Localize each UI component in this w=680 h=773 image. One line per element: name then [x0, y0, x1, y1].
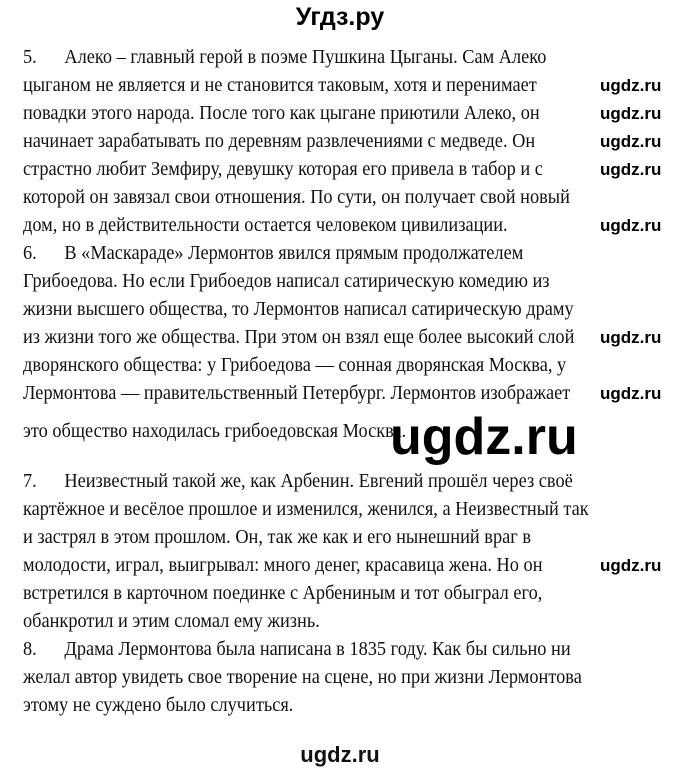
watermark: ugdz.ru — [600, 556, 662, 575]
line-text: Грибоедова. Но если Грибоедов написал сатирическую комедию из — [23, 271, 550, 292]
paragraph-line — [23, 666, 582, 690]
line-text: дворянского общества: у Грибоедова — сонная дворянская Москва, у — [23, 355, 567, 376]
paragraph-line — [23, 130, 535, 154]
line-text: и застрял в этом прошлом. Он, так же как и его нынешний враг в — [23, 527, 532, 548]
line-text: это общество находилась грибоедовская Москва. — [23, 421, 407, 442]
line-text: картёжное и весёлое прошлое и изменился, женился, а Неизвестный так — [23, 499, 589, 520]
line-text: цыганом не является и не становится таковым, хотя и перенимает — [23, 75, 537, 96]
line-text: обанкротил и этим сломал ему жизнь. — [23, 611, 320, 632]
watermark: ugdz.ru — [600, 384, 662, 403]
watermark-large: ugdz.ru — [390, 408, 578, 466]
paragraph-line — [23, 498, 589, 522]
paragraph-line — [23, 158, 543, 182]
watermark: ugdz.ru — [600, 216, 662, 235]
paragraph-line — [23, 526, 531, 550]
paragraph-line — [23, 186, 570, 210]
line-text: В «Маскараде» Лермонтов явился прямым продолжателем — [64, 243, 524, 264]
paragraph-line — [23, 382, 570, 406]
paragraph-number: 5. — [23, 47, 37, 68]
line-text: Алеко – главный герой в поэме Пушкина Цыганы. Сам Алеко — [64, 47, 547, 68]
paragraph-line — [23, 554, 543, 578]
paragraph-first-line — [23, 470, 573, 494]
paragraph-line — [23, 326, 574, 350]
site-title: Угдз.ру — [295, 3, 385, 31]
line-text: этому не суждено было случиться. — [23, 695, 294, 716]
line-text: Неизвестный такой же, как Арбенин. Евгений прошёл через своё — [64, 471, 573, 492]
line-text: молодости, играл, выигрывал: много денег, красавица жена. Но он — [23, 555, 543, 576]
paragraph-first-line — [23, 46, 546, 70]
watermark: ugdz.ru — [600, 104, 662, 123]
watermark: ugdz.ru — [600, 160, 662, 179]
line-text: дом, но в действительности остается человеком цивилизации. — [23, 215, 508, 236]
paragraph-line — [23, 102, 540, 126]
paragraph-line — [23, 354, 566, 378]
paragraph-first-line — [23, 638, 571, 662]
line-text: которой он завязал свои отношения. По сути, он получает свой новый — [23, 187, 570, 208]
paragraph-line — [23, 298, 574, 322]
line-text: встретился в карточном поединке с Арбениным и тот обыграл его, — [23, 583, 543, 604]
paragraph-first-line — [23, 242, 523, 266]
watermark: ugdz.ru — [600, 76, 662, 95]
paragraph-line — [23, 74, 537, 98]
watermark: ugdz.ru — [600, 132, 662, 151]
line-text: начинает зарабатывать по деревням развлечениями с медведе. Он — [23, 131, 536, 152]
paragraph-number: 7. — [23, 471, 37, 492]
line-text: повадки этого народа. После того как цыгане приютили Алеко, он — [23, 103, 540, 124]
footer-watermark: ugdz.ru — [300, 742, 380, 767]
paragraph-number: 6. — [23, 243, 37, 264]
paragraph-line — [23, 214, 508, 238]
line-text: жизни высшего общества, то Лермонтов написал сатирическую драму — [23, 299, 574, 320]
line-text: из жизни того же общества. При этом он взял еще более высокий слой — [23, 327, 575, 348]
line-text: Лермонтова — правительственный Петербург. Лермонтов изображает — [23, 383, 571, 404]
paragraph-number: 8. — [23, 639, 37, 660]
paragraph-line — [23, 270, 550, 294]
paragraph-line — [23, 582, 542, 606]
paragraph-line — [23, 420, 406, 444]
paragraph-line — [23, 694, 293, 718]
paragraph-line — [23, 610, 320, 634]
line-text: страстно любит Земфиру, девушку которая его привела в табор и с — [23, 159, 543, 180]
watermark: ugdz.ru — [600, 328, 662, 347]
line-text: желал автор увидеть свое творение на сцене, но при жизни Лермонтова — [23, 667, 582, 688]
line-text: Драма Лермонтова была написана в 1835 году. Как бы сильно ни — [64, 639, 571, 660]
